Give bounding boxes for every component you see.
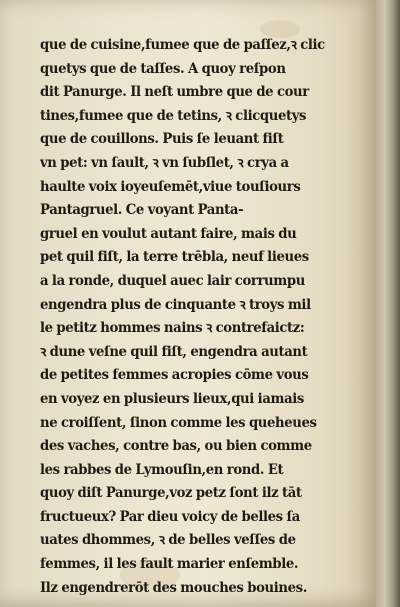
text-line: Ilz engendrerōt des mouches bouines. [40, 579, 307, 596]
text-line: pet quil fiſt, la terre trēbla, neuf lieues [40, 249, 309, 266]
text-line: ne croiſſent, ſinon comme les queheues [40, 414, 317, 431]
text-line: vn pet: vn ſault, ꝛ vn ſubſlet, ꝛ crya a [40, 154, 289, 171]
text-line: que de cuisine,fumee que de paſſez,ꝛ clic [40, 37, 325, 53]
text-line: quetys que de taſſes. A quoy reſpon [40, 60, 286, 77]
text-line: fructueux? Par dieu voicy de belles ſa [40, 508, 300, 525]
text-line: uates dhommes, ꝛ de belles veſſes de [40, 532, 296, 549]
text-line: femmes, il les fault marier enſemble. [40, 556, 299, 573]
text-line: tines,fumee que de tetins, ꝛ clicquetys [40, 107, 307, 124]
text-line: haulte voix ioyeuſemēt,viue touſiours [40, 178, 301, 195]
text-line: ꝛ dune veſne quil fiſt, engendra autant [40, 343, 308, 360]
text-line: les rabbes de Lymouſin,en rond. Et [40, 461, 284, 478]
text-line: de petites femmes acropies cōme vous [40, 367, 309, 384]
page-edge [376, 0, 400, 607]
text-line: gruel en voulut autant faire, mais du [40, 225, 297, 242]
text-line: le petitz hommes nains ꝛ contrefaictz: [40, 320, 305, 337]
text-line: des vaches, contre bas, ou bien comme [40, 438, 312, 455]
text-line: en voyez en plusieurs lieux,qui iamais [40, 390, 304, 407]
text-line: engendra plus de cinquante ꝛ troys mil [40, 296, 311, 313]
text-line: que de couillons. Puis ſe leuant fiſt [40, 131, 284, 148]
text-line: a la ronde, duquel auec lair corrumpu [40, 272, 305, 289]
text-line: dit Panurge. Il neſt umbre que de cour [40, 84, 309, 101]
page-text [40, 34, 372, 600]
text-line: quoy diſt Panurge,voz petz ſont ilz tāt [40, 485, 302, 502]
text-line: Pantagruel. Ce voyant Panta- [40, 202, 244, 219]
